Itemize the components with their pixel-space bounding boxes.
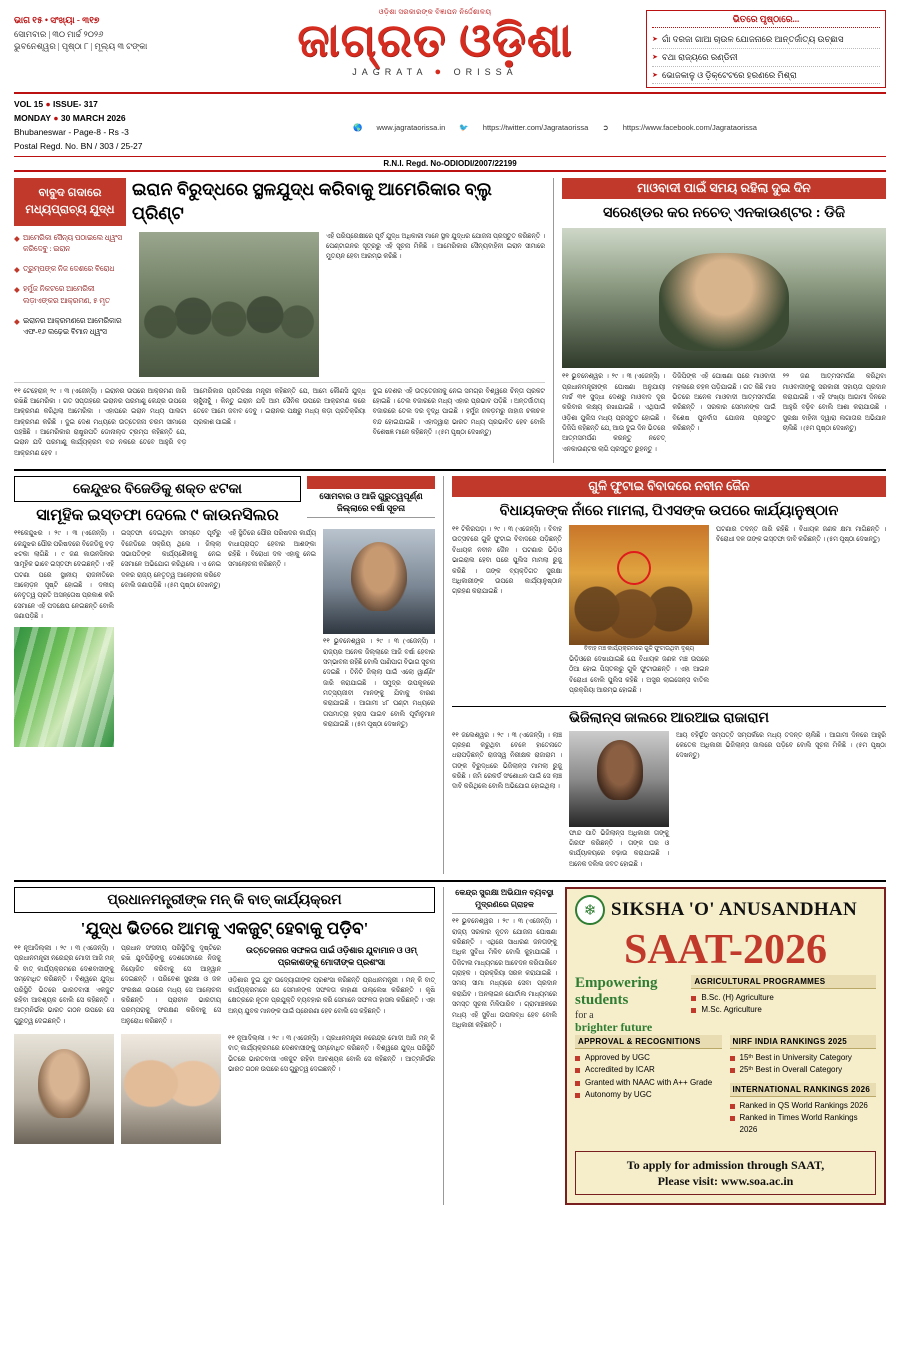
mid-right2-headline: ଭିଜିଲାନ୍ସ ଜାଲରେ ଆରଆଇ ରାଜାରାମ (568, 710, 770, 726)
ad-list-item: Accredited by ICAR (575, 1064, 722, 1076)
mid-left-photo (14, 627, 114, 747)
lead-column-top: ଏହି ପରିପ୍ରେକ୍ଷୀରେ ପୂର୍ବ ଯୁଦ୍ଧ ଅଧିକାରୀ ମାନେ ସ୍ଥଳ ଯୁଦ୍ଧର ଯୋଜନା ପ୍ରସ୍ତୁତ କରିଛନ୍ତି । ପେଣ୍ଟାଗନର ସୂତ୍ରରୁ ଏହି ସୂଚନା ମିଳିଛି । ଆମେରିକାର ସୈନ୍ୟବାହିନୀ ଇରାନ ସୀମାରେ ମୁତୟନ ହେବା ଆରମ୍ଭ କରିଛି । (326, 232, 545, 261)
mid-right-headline: ବିଧାୟକଙ୍କ ନାଁରେ ମାମଲା, ପିଏସଙ୍କ ଉପରେ କାର୍ଯ୍ୟାନୁଷ୍ଠାନ (499, 503, 839, 520)
day-label: MONDAY (14, 113, 51, 124)
masthead-infobar (14, 94, 886, 153)
facebook-icon: ➲ (602, 123, 609, 133)
newspaper-logo: ଜାଗ୍ରତ ଓଡ଼ିଶା (297, 15, 573, 66)
middle-section (14, 476, 886, 874)
lead-col-2: ଆମେରିକାର ପ୍ରତିରକ୍ଷା ମନ୍ତ୍ରୀ କହିଛନ୍ତି ଯେ, ଆମେ କୌଣସି ଯୁଦ୍ଧ ଚାହୁଁନାହୁଁ । କିନ୍ତୁ ଇରାନ ଯଦି ଆମ ସୈନିକ ଉପରେ ଆକ୍ରମଣ କରେ ତେବେ ଆମେ ଜବାବ ଦେବୁ । ଇରାନର ପକ୍ଷରୁ ମଧ୍ୟ କଡ଼ା ପ୍ରତିକ୍ରିୟା ପ୍ରକାଶ ପାଇଛି । (193, 387, 366, 426)
bottom-photo-caption (14, 1144, 435, 1145)
globe-icon: 🌎 (353, 123, 363, 133)
ad-institute-name: SIKSHA 'O' ANUSANDHAN (611, 899, 857, 921)
vol-label: VOL 15 (14, 99, 44, 110)
mid-right-photo (569, 525, 709, 645)
bottom-col-3: ୧୧ ନୂଆଦିଲ୍ଲୀ । ୨୯ । ୩ (ଏଜେନ୍ସି) । ପ୍ରଧାନମନ୍ତ୍ରୀ ନରେନ୍ଦ୍ର ମୋଦୀ ଆଜି ମନ୍ କି ବାତ୍ କାର୍ଯ୍ୟକ୍ରମରେ ଦେଶବାସୀଙ୍କୁ ସମ୍ବୋଧିତ କରିଛନ୍ତି । ବିଶ୍ୱରେ ଯୁଦ୍ଧ ପରିସ୍ଥିତି ଭିତରେ ଭାରତବାସୀ ଏକଜୁଟ ରହିବା ଆବଶ୍ୟକ ବୋଲି ସେ କହିଛନ୍ତି । ଆତ୍ମନିର୍ଭର ଭାରତ ଗଠନ ଉପରେ ସେ ଗୁରୁତ୍ୱ ଦେଇଛନ୍ତି । (228, 1035, 435, 1074)
twitter-icon: 🐦 (459, 123, 469, 133)
place-label: Bhubaneswar (14, 127, 66, 138)
logo-sub-left: JAGRATA (352, 67, 427, 78)
inside-pages-title: ଭିତରେ ପୃଷ୍ଠାରେ... (652, 14, 880, 28)
masthead (14, 8, 886, 94)
weather-box-kicker (307, 476, 435, 489)
mid-left-story (14, 476, 444, 874)
website-link[interactable]: www.jagrataorissa.in (376, 123, 446, 133)
ad-program-name: SAAT-2026 (623, 927, 828, 974)
right-top-headline: ସରେଣ୍ଡର କର ନଚେତ୍ ଏନକାଉଣ୍ଟର : ଡିଜି (602, 205, 846, 222)
ad-section-nirf (730, 1035, 877, 1077)
lead-headline: ଇରାନ ବିରୁଦ୍ଧରେ ସ୍ଥଳଯୁଦ୍ଧ କରିବାକୁ ଆମେରିକାର ବ୍ଲୁ ପ୍ରିଣ୍ଟ (132, 179, 492, 223)
ad-tagline-1: Empowering (575, 975, 658, 992)
ad-footer-line2[interactable]: Please visit: www.soa.ac.in (657, 1173, 794, 1188)
mid-right-kicker: ଗୁଳି ଫୁଟାଇ ବିବାଦରେ ନବୀନ ଜୈନ (452, 476, 886, 497)
mid-right-col-3: ଘଟଣାର ତଦନ୍ତ ଜାରି ରହିଛି । ବିଧାୟକ ଜଣକ କ୍ଷମା ମାଗିଛନ୍ତି । ବିରୋଧୀ ଦଳ ତାଙ୍କ ଇସ୍ତଫା ଦାବି କରିଛନ୍ତି । (୫ମ ପୃଷ୍ଠା ଦେଖନ୍ତୁ) (716, 526, 886, 544)
mid-right2-col-1: ୧୧ ଜଲେଶ୍ୱର । ୨୯ । ୩ (ଏଜେନ୍ସି) । ଲାଞ୍ଚ ଗ୍ରହଣ କରୁଥିବା ବେଳେ ହାତେନାତେ ଧରାପଡ଼ିଛନ୍ତି ରାଜସ୍ୱ ନିରୀକ୍ଷକ ରାଜାରାମ । ତାଙ୍କ ବିରୁଦ୍ଧରେ ଭିଜିଲାନ୍ସ ମାମଲା ରୁଜୁ କରିଛି । ଜମି ରେକର୍ଡ ସଂଶୋଧନ ପାଇଁ ସେ ଲାଞ୍ଚ ଦାବି କରିଥିଲେ ବୋଲି ଅଭିଯୋଗ ହୋଇଥିଲା । (452, 731, 562, 791)
inside-item[interactable]: ➤ ଗାଁ ଦରଜା ଗାଆ ଚାଉଳ ଯୋଜନାରେ ଆନ୍ତର୍ଜାତ୍ୟ ଉଚ୍ଛାସ (652, 31, 880, 49)
mid-right-second-story (452, 706, 886, 875)
ad-footer-line1: To apply for admission through SAAT, (626, 1157, 825, 1172)
highlight-circle-annotation (617, 551, 651, 585)
lead-photo-caption (139, 377, 319, 378)
lead-kicker-line1: ବାବୁଦ ଗଦାରେ (38, 186, 102, 199)
bottom-left-story (14, 887, 444, 1205)
top-section (14, 178, 886, 463)
lead-bullet: ◆ ଆମେରିକା ସୈନ୍ୟ ପଠାଇଲେ ଧ୍ୱଂସ କରିଦେବୁ : ଇରାନ (14, 232, 122, 253)
advertisement-saat[interactable] (565, 887, 886, 1205)
ad-tagline-2: students (575, 992, 629, 1009)
ad-list-item: Ranked in Times World Rankings 2026 (730, 1112, 877, 1137)
inside-item[interactable]: ➤ ବଥା ରାଜ୍ୟରେ ରଣ୍ଡିନୀ (652, 49, 880, 67)
bottom-photo-pm (14, 1034, 114, 1144)
mid-right-column (452, 476, 886, 874)
ad-section-title: INTERNATIONAL RANKINGS 2026 (730, 1083, 877, 1097)
mid-right2-col-2: ଫାନ୍ଦ ପାତି ଭିଜିଲାନ୍ସ ଅଧିକାରୀ ତାଙ୍କୁ ଗିରଫ କରିଛନ୍ତି । ତାଙ୍କ ଘର ଓ କାର୍ଯ୍ୟାଳୟରେ ଚଢ଼ାଉ କରାଯାଇଛି । ଅନେକ ଦଲିଲ ଜବତ ହୋଇଛି । (569, 829, 669, 868)
ad-apply-footer[interactable] (575, 1151, 876, 1195)
right-top-story (562, 178, 886, 463)
lead-kicker (14, 178, 126, 225)
ad-section-title: NIRF INDIA RANKINGS 2025 (730, 1035, 877, 1049)
bottom-box-text: ଓଡ଼ିଶାର ଦୁଇ ଯୁବ ଉଦ୍ୟୋଗୀଙ୍କ ପ୍ରଶଂସା କରିଛନ୍ତି ପ୍ରଧାନମନ୍ତ୍ରୀ । ମନ୍ କି ବାତ୍ କାର୍ଯ୍ୟକ୍ରମରେ ସେ ସେମାନଙ୍କ ସଫଳତା କାହାଣୀ ଉଲ୍ଲେଖ କରିଛନ୍ତି । କୃଷି କ୍ଷେତ୍ରରେ ନୂତନ ପ୍ରଯୁକ୍ତି ବ୍ୟବହାର କରି ସେମାନେ ସଫଳତା ହାସଲ କରିଛନ୍ତି । ଏହା ଅନ୍ୟ ଯୁବକ ମାନଙ୍କ ପାଇଁ ପ୍ରେରଣା ହେବ ବୋଲି ସେ କହିଛନ୍ତି । (228, 976, 435, 1015)
right-top-col-3: ୨୨ ଜଣ ଆତ୍ମସମର୍ପଣ କରିଥିବା ମାଓବାଦୀଙ୍କୁ ସରକାରୀ ସହାୟତା ପ୍ରଦାନ କରାଯାଇଛି । ଏହି ସଂଖ୍ୟା ଆଗାମୀ ଦିନରେ ଆହୁରି ବଢ଼ିବ ବୋଲି ଆଶା କରାଯାଉଛି । ସୁରକ୍ଷା ବାହିନୀ ଦ୍ୱାରା ଲଗାତାର ଅଭିଯାନ ଚାଲିଛି । (୫ମ ପୃଷ୍ଠା ଦେଖନ୍ତୁ) (782, 373, 886, 433)
logo-sub-right: ORISSA (453, 67, 518, 78)
lead-bullet: ◆ ତ୍ରୁମ୍ପଙ୍କ ନିଜ ଦେଶରେ ବିରୋଧ (14, 264, 115, 275)
right-top-photo-caption (562, 368, 886, 369)
twitter-link[interactable]: https://twitter.com/Jagrataorissa (482, 123, 589, 133)
rni-line: R.N.I. Regd. No-ODIODI/2007/22199 (14, 156, 886, 172)
mid-left-col-1: ୧୧କେନ୍ଦୁଝର । ୨୯ । ୩ (ଏଜେନ୍ସି) । କେନ୍ଦୁଝର ପୌର ପରିଷଦରେ ବିଜେଡିକୁ ବଡ଼ ଝଟକା ଲାଗିଛି । ୯ ଜଣ କାଉନସିଲର ସାମୂହିକ ଭାବେ ଇସ୍ତଫା ଦେଇଛନ୍ତି । ଏହି ଘଟଣା ପରେ ସ୍ଥାନୀୟ ରାଜନୀତିରେ ଆଲୋଡ଼ନ ସୃଷ୍ଟି ହୋଇଛି । ଦଳୀୟ ନେତୃତ୍ୱ ପ୍ରତି ଅସନ୍ତୋଷ ପ୍ରକାଶ କରି ସେମାନେ ଏହି ପଦକ୍ଷେପ ନେଇଛନ୍ତି ବୋଲି ଜଣାପଡ଼ିଛି । (14, 529, 114, 746)
weather-side-column: ୧୧ ଭୁବନେଶ୍ୱର । ୨୯ । ୩ (ଏଜେନ୍ସି) । ରାଜ୍ୟର ଅନେକ ଜିଲ୍ଲାରେ ଆଜି ବର୍ଷା ହେବାର ସମ୍ଭାବନା ରହିଛି ବୋଲି ପାଣିପାଗ ବିଭାଗ ସୂଚନା ଦେଇଛି । ତିନିଟି ଜିଲ୍ଲା ପାଇଁ ଏଲୋ ୱାର୍ଣ୍ଣିଂ ଜାରି କରାଯାଇଛି । ସମୁଦ୍ର ଉପକୂଳରେ ମତ୍ସ୍ୟଜୀବୀ ମାନଙ୍କୁ ଯିବାକୁ ବାରଣ କରାଯାଇଛି । ଆଗାମୀ ୪୮ ଘଣ୍ଟା ମଧ୍ୟରେ ତାପମାତ୍ରା ହ୍ରାସ ପାଇବ ବୋଲି ପୂର୍ବାନୁମାନ କରାଯାଇଛି । (୫ମ ପୃଷ୍ଠା ଦେଖନ୍ତୁ) (323, 529, 435, 746)
ad-tagline (575, 975, 683, 1035)
right-top-col-1: ୧୧ ଭୁବନେଶ୍ୱର । ୨୯ । ୩ (ଏଜେନ୍ସି) । ପ୍ରଧାନମନ୍ତ୍ରୀଙ୍କ ଘୋଷଣା ଅନୁଯାୟୀ ମାର୍ଚ୍ଚ ୩୧ ସୁଦ୍ଧା ଦେଶରୁ ମାଓବାଦ ଦୂର କରିବାର ଲକ୍ଷ୍ୟ ରଖାଯାଇଛି । ଏଥିପାଇଁ ଓଡ଼ିଶା ପୁଲିସ ମଧ୍ୟ ପ୍ରସ୍ତୁତ ହୋଇଛି । ଡିଜିପି କହିଛନ୍ତି ଯେ, ଆଉ ଦୁଇ ଦିନ ଭିତରେ ଆତ୍ମସମର୍ପଣ କରନ୍ତୁ ନଚେତ୍ ଏନକାଉଣ୍ଟର ଲାଗି ପ୍ରସ୍ତୁତ ରୁହନ୍ତୁ । (562, 373, 666, 453)
ad-list-item: Granted with NAAC with A++ Grade (575, 1077, 722, 1089)
ad-header (567, 889, 884, 927)
ad-list-item: 15ᵗʰ Best in University Category (730, 1052, 877, 1064)
edition-details: VOL 15 ● ISSUE- 317 MONDAY ● 30 MARCH 2026 Bhubaneswar - Page-8 - Rs -3 Postal Regd. No. BN / 303 / 25-27 (14, 97, 224, 153)
bottom-photo-pair (121, 1034, 221, 1144)
date-label: 30 MARCH 2026 (60, 113, 126, 124)
lead-bullets (14, 232, 132, 378)
mid-right2-col-3: ଆୟ ବହିର୍ଭୂତ ସମ୍ପତ୍ତି ସମ୍ପର୍କରେ ମଧ୍ୟ ତଦନ୍ତ ଚାଲିଛି । ଆଗାମୀ ଦିନରେ ଆହୁରି କେତେକ ଅଧିକାରୀ ଭିଜିଲାନ୍ସ ଜାଲରେ ପଡ଼ିବେ ବୋଲି ସୂଚନା ମିଳିଛି । (୫ମ ପୃଷ୍ଠା ଦେଖନ୍ତୁ) (676, 731, 886, 760)
ad-list-item: M.Sc. Agriculture (691, 1004, 876, 1016)
masthead-center (224, 8, 646, 78)
ad-section-international (730, 1083, 877, 1137)
lead-photo (139, 232, 319, 377)
ad-tagline-3: for a (575, 1009, 594, 1021)
ad-section-approvals (575, 1035, 722, 1137)
mid-right-col-1: ୧୧ ଟିକିରପଡ଼ା । ୨୯ । ୩ (ଏଜେନ୍ସି) । ବିବାହ ଉତ୍ସବରେ ଗୁଳି ଫୁଟାଇ ବିବାଦରେ ପଡ଼ିଛନ୍ତି ବିଧାୟକ ନବୀନ ଜୈନ । ଘଟଣାର ଭିଡ଼ିଓ ଭାଇରାଲ ହେବା ପରେ ପୁଲିସ ମାମଲା ରୁଜୁ କରିଛି । ତାଙ୍କ ବ୍ୟକ୍ତିଗତ ସୁରକ୍ଷା ଅଧିକାରୀଙ୍କ ଉପରେ କାର୍ଯ୍ୟାନୁଷ୍ଠାନ ଗ୍ରହଣ କରାଯାଇଛି । (452, 526, 562, 596)
bottom-headline: 'ଯୁଦ୍ଧ ଭିତରେ ଆମକୁ ଏକଜୁଟ୍ ହେବାକୁ ପଡ଼ିବ' (80, 919, 369, 939)
bottom-col4-head: କେନ୍ଦ୍ର ସୁରକ୍ଷା ଅଭିଯାନ ବ୍ୟବସ୍ଥା ମୁଦ୍ରଣରେ ଗ୍ରାହକ (452, 887, 557, 914)
ad-section-agriculture (691, 975, 876, 1017)
lead-col-3: ଦୁଇ ଦେଶର ଏହି ଉତ୍ତେଜନାକୁ ନେଇ ସମଗ୍ର ବିଶ୍ୱରେ ଚିନ୍ତା ପ୍ରକଟ ହୋଇଛି । ତେଲ ବଜାରରେ ମଧ୍ୟ ଏହାର ପ୍ରଭାବ ପଡ଼ିଛି । ଅନ୍ତର୍ଜାତୀୟ ବଜାରରେ ତେଲ ଦର ବୃଦ୍ଧି ପାଇଛି । ହର୍ମୁଜ ଜଳଡ଼ମରୁ ଜାହାଜ ଚଳାଚଳ ବନ୍ଦ ହୋଇଯାଇଛି । ଏହାଦ୍ୱାରା ଭାରତ ମଧ୍ୟ ପ୍ରଭାବିତ ହେବ ବୋଲି ବିଶେଷଜ୍ଞ ମାନେ କହିଛନ୍ତି । (୫ମ ପୃଷ୍ଠା ଦେଖନ୍ତୁ) (372, 387, 545, 437)
ad-list-item: Approved by UGC (575, 1052, 722, 1064)
ad-list-item: 25ᵗʰ Best in Overall Category (730, 1064, 877, 1076)
inside-pages-list (652, 28, 880, 84)
mid-left-kicker-box (14, 476, 301, 502)
price-label: Rs -3 (108, 127, 129, 138)
ad-tagline-4: brighter future (575, 1020, 653, 1035)
weather-box-head: ସୋମବାର ଓ ଆଜି ଗୁରୁତ୍ୱପୂର୍ଣ୍ଣ ଜିଲ୍ଲାରେ ବର୍ଷା ସୂଚନା (307, 489, 435, 518)
bottom-col-4: କେନ୍ଦ୍ର ସୁରକ୍ଷା ଅଭିଯାନ ବ୍ୟବସ୍ଥା ମୁଦ୍ରଣରେ ଗ୍ରାହକ ୧୧ ଭୁବନେଶ୍ୱର । ୨୯ । ୩ (ଏଜେନ୍ସି) । ରାଜ୍ୟ ସରକାର ନୂତନ ଯୋଜନା ଘୋଷଣା କରିଛନ୍ତି । ଏଥିରେ ସାଧାରଣ ଜନତାଙ୍କୁ ଅଧିକ ସୁବିଧା ମିଳିବ ବୋଲି କୁହାଯାଇଛି । ଡିଜିଟାଲ ମାଧ୍ୟମରେ ଆବେଦନ କରିପାରିବେ ଗ୍ରାହକ । ପ୍ରକ୍ରିୟା ସରଳ କରାଯାଇଛି । ସମୟ ସୀମା ମଧ୍ୟରେ ସେବା ପ୍ରଦାନ କରାଯିବ । ଅନଲାଇନ ପୋର୍ଟାଲ ମାଧ୍ୟମରେ ସମସ୍ତ ସୂଚନା ମିଳିପାରିବ । ଗ୍ରାମାଞ୍ଚଳରେ ମଧ୍ୟ ଏହି ସୁବିଧା ଉପଲବ୍ଧ ହେବ ବୋଲି ଅଧିକାରୀ କହିଛନ୍ତି । (452, 888, 557, 1029)
mid-left-col-2: ଇସ୍ତଫା ଦେଇଥିବା ସମସ୍ତେ ପୂର୍ବରୁ ବିଜେଡିରେ ସକ୍ରିୟ ଥିଲେ । ଜିଲ୍ଲା ସଭାପତିଙ୍କ କାର୍ଯ୍ୟଶୈଳୀକୁ ନେଇ ସେମାନେ ଅଭିଯୋଗ କରିଥିଲେ । ଏ ନେଇ ଦଳର ରାଜ୍ୟ ନେତୃତ୍ୱ ଆଲୋଚନା କରିବେ ବୋଲି ଜଣାପଡ଼ିଛି । (୫ମ ପୃଷ୍ଠା ଦେଖନ୍ତୁ) (121, 530, 221, 590)
facebook-link[interactable]: https://www.facebook.com/Jagrataorissa (622, 123, 757, 133)
ad-list-item-sub: Autonomy by UGC (575, 1089, 722, 1101)
right-top-kicker: ମାଓବାଦୀ ପାଇଁ ସମୟ ରହିଲା ଦୁଇ ଦିନ (562, 178, 886, 199)
weather-side-photo (323, 529, 435, 634)
bottom-section (14, 887, 886, 1205)
postal-regd: Postal Regd. No. BN / 303 / 25-27 (14, 141, 143, 152)
lead-col-1: ୧୧ ଟେହେରାନ୍ ୨୯ । ୩ (ଏଜେନ୍ସି) । ଇରାନର ଉପରେ ଆକ୍ରମଣ ଜାରି ରଖିଛି ଆମେରିକା । ଗତ ସପ୍ତାହରେ ଇରାନର ପରମାଣୁ କେନ୍ଦ୍ର ଉପରେ ଆକ୍ରମଣ କରିଥିଲା ଆମେରିକା । ଏହାପରେ ଇରାନ ମଧ୍ୟ ପାଲଟା ଆକ୍ରମଣ କରିଛି । ଦୁଇ ଦେଶ ମଧ୍ୟରେ ଉତ୍ତେଜନା ଚରମ ସୀମାରେ ପହଞ୍ଚିଛି । ଆମେରିକାର ରାଷ୍ଟ୍ରପତି ଡୋନାଲ୍ଡ ଟ୍ରମ୍ପ କହିଛନ୍ତି ଯେ, ଇରାନ ଯଦି ପରମାଣୁ କାର୍ଯ୍ୟକ୍ରମ ବନ୍ଦ ନକରେ ତେବେ ଆହୁରି ବଡ଼ ଆକ୍ରମଣ ହେବ । (14, 387, 187, 457)
bottom-kicker-box (14, 887, 435, 913)
ad-list-item: B.Sc. (H) Agriculture (691, 992, 876, 1004)
lead-bullet: ◆ ହର୍ମୁଜ ନିକଟରେ ଆମେରିକୀ ଲଡ଼ାଏଙ୍କର ଆକ୍ରମଣ, ୫ ମୃତ (14, 284, 110, 305)
right-top-col-2: ଡିଜିପିଙ୍କ ଏହି ଘୋଷଣା ପରେ ମାଓବାଦୀ ମହଲରେ ଚହଳ ପଡ଼ିଯାଇଛି । ଗତ କିଛି ମାସ ଭିତରେ ଅନେକ ମାଓବାଦୀ ଆତ୍ମସମର୍ପଣ କରିଛନ୍ତି । ସରକାର ସେମାନଙ୍କ ପାଇଁ ବିଶେଷ ପୁନର୍ବାସ ଯୋଜନା ପ୍ରସ୍ତୁତ କରିଛନ୍ତି । (672, 373, 776, 433)
mid-left-kicker: କେନ୍ଦୁଝର ବିଜେଡିକୁ ଶକ୍ତ ଝଟକା (73, 482, 242, 498)
masthead-above-line: ଓଡ଼ିଶା ସରକାରଙ୍କ ବିଜ୍ଞାପନ ନିର୍ଦ୍ଦେଶାଳୟ (378, 8, 492, 16)
inside-item[interactable]: ➤ ଭୋଜକାଳୁ ଓ ଡ଼ିକ୍ଟେଟରେ ହରଣରେ ମିଶ୍ରା (652, 67, 880, 85)
bottom-box-story (228, 944, 435, 1031)
social-links (224, 97, 886, 132)
logo-dot-icon: ● (434, 66, 447, 79)
lead-bullet: ◆ ଇରାନର ଆକ୍ରମଣରେ ଆମେରିକାର ଏଫ-୧୬ ଲଢ଼େଇ ବିମାନ ଧ୍ୱଂସ (14, 316, 122, 337)
bottom-box-head: ଉତ୍ତେଜନାର ସଫଳତା ପାଇଁ ଓଡ଼ିଶାର ଯୁବାମାନ ଓ ଓମ୍ ପ୍ରକାଶଙ୍କୁ ମୋଦୀଙ୍କ ପ୍ରଶଂସା (228, 944, 435, 973)
mid-left-col-3: ଏହି ସ୍ଥିତିରେ ପୌର ପରିଷଦର କାର୍ଯ୍ୟ ବାଧାପ୍ରାପ୍ତ ହେବାର ଆଶଙ୍କା ରହିଛି । ବିରୋଧୀ ଦଳ ଏହାକୁ ନେଇ ସମାଲୋଚନା କରିଛନ୍ତି । (228, 530, 316, 569)
mid-right-col-2: ଭିଡ଼ିଓରେ ଦେଖାଯାଇଛି ଯେ ବିଧାୟକ ଜଣକ ମଞ୍ଚ ଉପରେ ଠିଆ ହୋଇ ପିସ୍ତଲରୁ ଗୁଳି ଫୁଟାଉଛନ୍ତି । ଏହା ଆଇନ ବିରୋଧୀ ବୋଲି ପୁଲିସ କହିଛି । ଅସ୍ତ୍ର ଲାଇସେନ୍ସ ବାତିଲ ପ୍ରକ୍ରିୟା ଆରମ୍ଭ ହୋଇଛି । (569, 656, 709, 695)
bottom-col-2: ପ୍ରଧାନ ସଂସଦୀୟ ପରିସ୍ଥିତିକୁ ଦୃଷ୍ଟିରେ ରଖି ଯୁବପିଢ଼ିଙ୍କୁ ଦେଶସେବାରେ ନିଜକୁ ନିୟୋଜିତ କରିବାକୁ ସେ ଆହ୍ୱାନ ଦେଇଛନ୍ତି । ପରିବେଶ ସୁରକ୍ଷା ଓ ଜଳ ସଂରକ୍ଷଣ ଉପରେ ମଧ୍ୟ ସେ ଆଲୋଚନା କରିଛନ୍ତି । ପ୍ରାଚୀନ ଭାରତୀୟ ପରମ୍ପରାକୁ ସଂରକ୍ଷଣ କରିବାକୁ ସେ ଅନୁରୋଧ କରିଛନ୍ତି । (121, 945, 221, 1025)
ad-list-item: Ranked in QS World Rankings 2026 (730, 1100, 877, 1112)
ad-section-title: APPROVAL & RECOGNITIONS (575, 1035, 722, 1049)
bottom-kicker: ପ୍ରଧାନମନ୍ତ୍ରୀଙ୍କ ମନ୍ କି ବାତ୍ କାର୍ଯ୍ୟକ୍ରମ (107, 893, 342, 909)
inside-pages-box (646, 10, 886, 88)
mid-left-headline: ସାମୂହିକ ଇସ୍ତଫା ଦେଲେ ୯ କାଉନସିଲର (36, 507, 279, 525)
lead-kicker-line2: ମଧ୍ୟପ୍ରାଚ୍ୟ ଯୁଦ୍ଧ (25, 203, 115, 216)
issue-label: ISSUE- 317 (53, 99, 98, 110)
masthead-left-info (14, 8, 224, 53)
ad-section-title: AGRICULTURAL PROGRAMMES (691, 975, 876, 989)
day-date-line: ସୋମବାର | ୩୦ ମାର୍ଚ୍ଚ ୨୦୨୬ (14, 28, 104, 39)
mid-right-photo-caption: ବିବାହ ମଞ୍ଚ କାର୍ଯ୍ୟକ୍ରମରେ ଗୁଳି ଫୁଟାଉଥିବା ଦୃଶ୍ୟ (583, 646, 695, 653)
volume-line: ଭାଗ ୧୫ • ସଂଖ୍ୟା - ୩୧୭ (14, 15, 100, 25)
soa-logo-icon: ❄ (575, 895, 605, 925)
lead-story (14, 178, 554, 463)
newspaper-logo-subtitle (224, 66, 646, 78)
pages-label: Page-8 (73, 127, 101, 138)
mid-right2-photo (569, 731, 669, 827)
place-pages-line: ଭୁବନେଶ୍ୱର | ପୃଷ୍ଠା ୮ | ମୂଲ୍ୟ ୩ ଟଙ୍କା (14, 41, 148, 52)
right-top-photo (562, 228, 886, 368)
bottom-col-1: ୧୧ ନୂଆଦିଲ୍ଲୀ । ୨୯ । ୩ (ଏଜେନ୍ସି) । ପ୍ରଧାନମନ୍ତ୍ରୀ ନରେନ୍ଦ୍ର ମୋଦୀ ଆଜି ମନ୍ କି ବାତ୍ କାର୍ଯ୍ୟକ୍ରମରେ ଦେଶବାସୀଙ୍କୁ ସମ୍ବୋଧିତ କରିଛନ୍ତି । ବିଶ୍ୱରେ ଯୁଦ୍ଧ ପରିସ୍ଥିତି ଭିତରେ ଭାରତବାସୀ ଏକଜୁଟ ରହିବା ଆବଶ୍ୟକ ବୋଲି ସେ କହିଛନ୍ତି । ଆତ୍ମନିର୍ଭର ଭାରତ ଗଠନ ଉପରେ ସେ ଗୁରୁତ୍ୱ ଦେଇଛନ୍ତି । (14, 945, 114, 1025)
